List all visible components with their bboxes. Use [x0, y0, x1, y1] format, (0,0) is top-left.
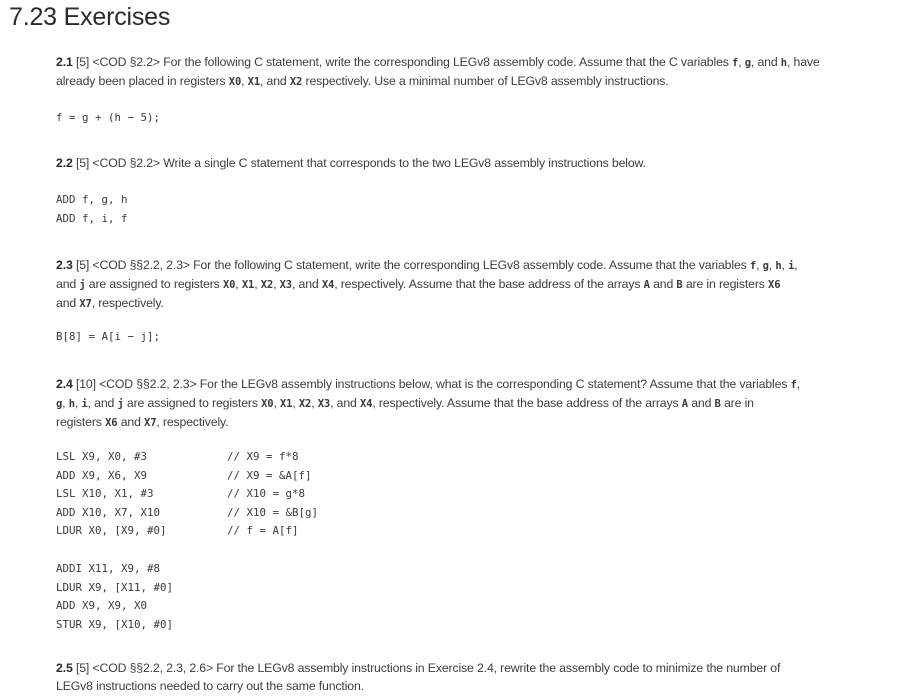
- text: ,: [738, 55, 745, 69]
- text: ,: [311, 396, 318, 411]
- var-g: g: [762, 260, 769, 272]
- text: ,: [254, 277, 261, 292]
- text: ,: [235, 277, 242, 292]
- code-line: LDUR X0, [X9, #0]: [56, 524, 167, 538]
- text: ,: [756, 258, 763, 272]
- code-line: ADDI X11, X9, #8: [56, 562, 161, 575]
- var-j: j: [79, 279, 86, 292]
- text: ,: [794, 258, 798, 272]
- text: registers: [56, 415, 106, 430]
- text: , and: [260, 74, 290, 89]
- text: ,: [273, 277, 280, 292]
- code-comment: // X10 = &B[g]: [227, 505, 319, 519]
- reg-x0: X0: [261, 398, 274, 411]
- text: and: [56, 296, 80, 311]
- var-h: h: [780, 57, 787, 69]
- text: For the following C statement, write the corresponding LEGv8 assembly code. Assume that the variables: [189, 258, 750, 272]
- exercise-2-4-comments: [227, 448, 318, 541]
- text: LEGv8 instructions needed to carry out the same function.: [56, 679, 364, 694]
- array-a: A: [681, 398, 688, 411]
- reg-x6: X6: [768, 279, 781, 292]
- text: , have already been placed in registers: [56, 55, 820, 89]
- var-f: f: [790, 379, 797, 391]
- exercise-number: 2.4: [56, 377, 73, 391]
- exercise-tag: [5] <COD §2.2>: [75, 156, 160, 170]
- text: ,: [796, 377, 800, 391]
- exercise-number: 2.5: [56, 661, 73, 675]
- exercise-2-1-code: [56, 109, 160, 128]
- text: , respectively.: [156, 415, 229, 430]
- exercise-number: 2.1: [56, 55, 73, 69]
- reg-x2: X2: [298, 398, 312, 411]
- text: are in registers: [682, 277, 769, 292]
- exercise-2-2-text: [56, 154, 856, 172]
- reg-x7: X7: [144, 417, 157, 430]
- var-i: i: [788, 260, 795, 272]
- exercise-tag: [5] <COD §§2.2, 2.3>: [75, 258, 190, 272]
- text: , respectively.: [91, 296, 164, 311]
- text: For the following C statement, write the corresponding LEGv8 assembly code. Assume that the C variables: [159, 55, 733, 69]
- reg-x1: X1: [279, 398, 293, 411]
- text: , and: [87, 396, 118, 411]
- exercise-tag: [10] <COD §§2.2, 2.3>: [75, 377, 197, 391]
- code-comment: // X9 = &A[f]: [227, 468, 312, 482]
- var-j: j: [117, 398, 124, 411]
- exercise-2-4: [56, 375, 856, 433]
- reg-x0: X0: [228, 76, 242, 89]
- exercise-2-5-text: [56, 659, 856, 695]
- code-line: ADD f, i, f: [56, 211, 128, 225]
- text: and: [56, 277, 80, 292]
- page-title: 7.23 Exercises: [9, 3, 171, 31]
- var-g: g: [744, 57, 751, 69]
- code-line: f = g + (h − 5);: [56, 111, 161, 124]
- text: are in: [720, 396, 754, 411]
- var-h: h: [68, 398, 75, 411]
- var-f: f: [749, 260, 757, 272]
- var-g: g: [56, 398, 63, 411]
- text: respectively. Use a minimal number of LEGv8 assembly instructions.: [302, 74, 669, 89]
- text: Write a single C statement that corresponds to the two LEGv8 assembly instructions below.: [159, 156, 646, 170]
- exercise-2-4-code-1: [56, 448, 167, 541]
- array-b: B: [676, 279, 683, 292]
- reg-x1: X1: [241, 279, 255, 292]
- code-line: LSL X10, X1, #3: [56, 487, 154, 501]
- exercise-number: 2.2: [56, 156, 73, 170]
- text: and: [687, 396, 715, 411]
- var-f: f: [732, 57, 739, 69]
- text: ,: [241, 74, 248, 89]
- code-comment: // X10 = g*8: [227, 487, 306, 501]
- text: ,: [768, 258, 776, 272]
- text: ,: [292, 396, 299, 411]
- exercise-2-4-text: [56, 375, 856, 433]
- code-line: LDUR X9, [X11, #0]: [56, 580, 174, 594]
- exercise-2-3-text: [56, 256, 856, 314]
- var-i: i: [81, 398, 88, 411]
- code-line: LSL X9, X0, #3: [56, 450, 148, 463]
- reg-x2: X2: [289, 76, 303, 89]
- code-line: ADD X9, X9, X0: [56, 599, 148, 613]
- text: For the LEGv8 assembly instructions in Exercise 2.4, rewrite the assembly code to minimize the number of: [213, 661, 781, 675]
- array-a: A: [643, 279, 650, 292]
- text: , respectively. Assume that the base address of the arrays: [334, 277, 644, 292]
- text: , and: [750, 55, 781, 69]
- text: and: [649, 277, 677, 292]
- reg-x0: X0: [222, 279, 236, 292]
- text: , and: [291, 277, 322, 292]
- exercise-tag: [5] <COD §2.2>: [75, 55, 160, 69]
- reg-x2: X2: [260, 279, 274, 292]
- exercise-2-1: [56, 53, 856, 91]
- code-comment: // f = A[f]: [227, 524, 299, 538]
- exercise-2-3-code: [56, 328, 160, 347]
- text: and: [117, 415, 145, 430]
- exercise-2-5: [56, 659, 856, 695]
- exercise-number: 2.3: [56, 258, 73, 272]
- code-comment: // X9 = f*8: [227, 450, 299, 463]
- text: ,: [62, 396, 69, 411]
- array-b: B: [714, 398, 721, 411]
- reg-x3: X3: [317, 398, 331, 411]
- text: ,: [273, 396, 280, 411]
- reg-x1: X1: [247, 76, 261, 89]
- exercise-2-2: [56, 154, 856, 172]
- code-line: STUR X9, [X10, #0]: [56, 617, 174, 631]
- text: For the LEGv8 assembly instructions below, what is the corresponding C statement? Assume that the variables: [196, 377, 791, 391]
- text: ,: [74, 396, 82, 411]
- text: , and: [330, 396, 360, 411]
- exercise-2-2-code: [56, 191, 128, 228]
- code-line: ADD f, g, h: [56, 193, 128, 206]
- code-line: B[8] = A[i − j];: [56, 330, 161, 343]
- text: are assigned to registers: [85, 277, 223, 292]
- reg-x4: X4: [359, 398, 373, 411]
- exercise-2-3: [56, 256, 856, 314]
- text: ,: [781, 258, 789, 272]
- reg-x3: X3: [279, 279, 292, 292]
- code-line: ADD X10, X7, X10: [56, 505, 161, 519]
- text: , respectively. Assume that the base address of the arrays: [372, 396, 682, 411]
- reg-x6: X6: [105, 417, 118, 430]
- code-line: ADD X9, X6, X9: [56, 468, 148, 482]
- reg-x7: X7: [79, 298, 92, 311]
- exercise-2-4-code-2: [56, 560, 173, 634]
- reg-x4: X4: [321, 279, 335, 292]
- text: are assigned to registers: [123, 396, 262, 411]
- exercise-2-1-text: [56, 53, 856, 91]
- var-h: h: [775, 260, 782, 272]
- exercise-tag: [5] <COD §§2.2, 2.3, 2.6>: [75, 661, 214, 675]
